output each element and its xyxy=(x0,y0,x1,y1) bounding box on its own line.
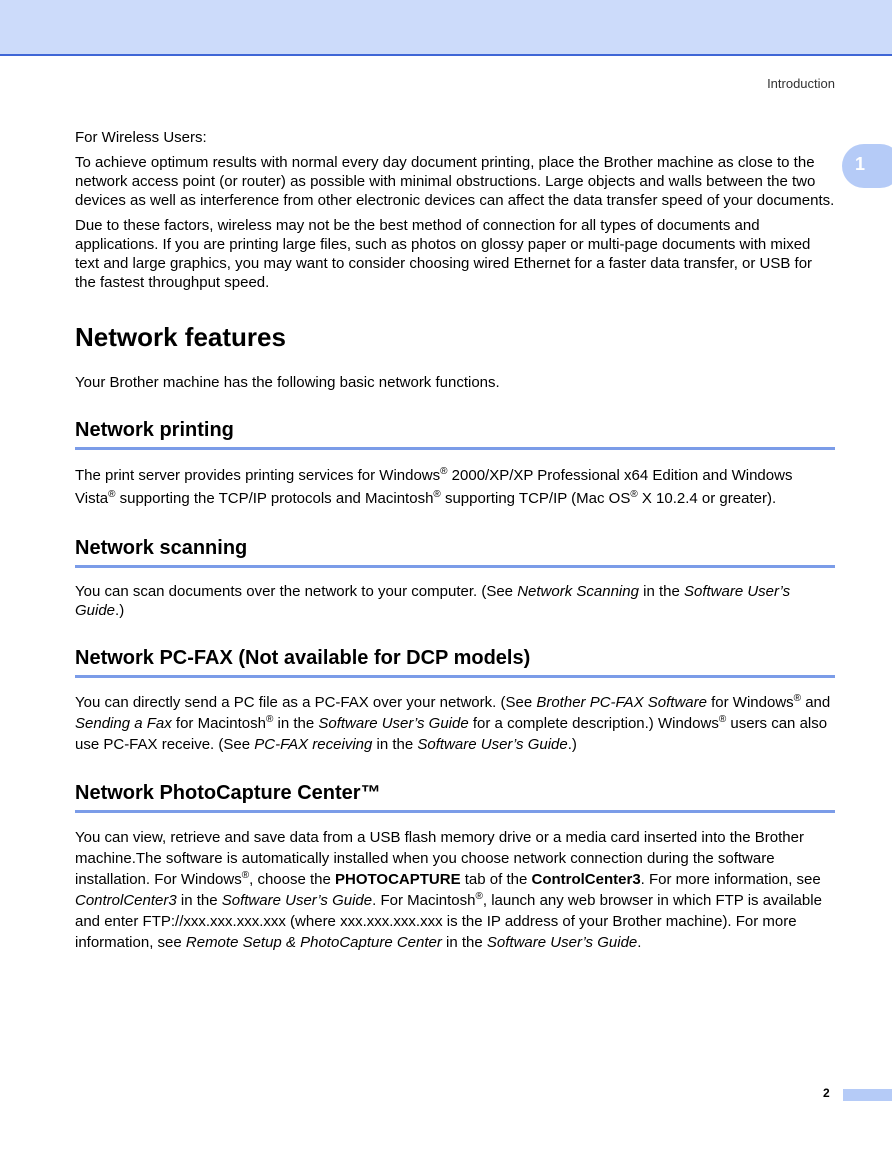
page-number-tab xyxy=(843,1089,892,1101)
wireless-paragraph-1: To achieve optimum results with normal every day document printing, place the Brother machine as close to the network access point (or router) as possible with minimal obstructions. Large objects and walls between the two devices as well as interference from other electronic devices can affect the data transfer speed of your documents. xyxy=(75,154,835,209)
chapter-number: 1 xyxy=(855,154,866,174)
heading-network-photocapture-center: Network PhotoCapture Center™ xyxy=(75,781,835,813)
heading-network-printing: Network printing xyxy=(75,418,835,450)
section-title-network-features: Network features xyxy=(75,322,286,352)
header-band xyxy=(0,0,892,56)
pc-fax-paragraph: You can directly send a PC file as a PC-FAX over your network. (See Brother PC-FAX Software for Windows® and Sending a Fax for Macintosh® in the Software User’s Guide for a complete description.) Windows® users can also use PC-FAX receive. (See PC-FAX receiving in the Software User’s Guide.) xyxy=(75,693,831,753)
chapter-tab xyxy=(842,144,892,188)
running-head: Introduction xyxy=(767,76,835,91)
heading-network-scanning: Network scanning xyxy=(75,536,835,568)
wireless-label: For Wireless Users: xyxy=(75,129,207,146)
heading-network-pc-fax: Network PC-FAX (Not available for DCP models) xyxy=(75,646,835,678)
features-intro: Your Brother machine has the following basic network functions. xyxy=(75,374,500,391)
photocapture-paragraph: You can view, retrieve and save data from a USB flash memory drive or a media card inserted into the Brother machine.The software is automatically installed when you choose network connection during the software installation. For Windows®, choose the PHOTOCAPTURE tab of the ControlCenter3. For more information, see ControlCenter3 in the Software User’s Guide. For Macintosh®, launch any web browser in which FTP is available and enter FTP://xxx.xxx.xxx.xxx (where xxx.xxx.xxx.xxx is the IP address of your Brother machine). For more information, see Remote Setup & PhotoCapture Center in the Software User’s Guide. xyxy=(75,829,822,951)
wireless-paragraph-2: Due to these factors, wireless may not be the best method of connection for all types of documents and applications. If you are printing large files, such as photos on glossy paper or multi-page documents with mixed text and large graphics, you may want to consider choosing wired Ethernet for a faster data transfer, or USB for the fastest throughput speed. xyxy=(75,217,813,291)
scanning-paragraph: You can scan documents over the network to your computer. (See Network Scanning in the Software User’s Guide.) xyxy=(75,583,791,619)
page-number: 2 xyxy=(823,1086,830,1100)
page-content xyxy=(75,128,835,959)
printing-paragraph: The print server provides printing services for Windows® 2000/XP/XP Professional x64 Edition and Windows Vista® supporting the TCP/IP protocols and Macintosh® supporting TCP/IP (Mac OS® X 10.2.4 or greater). xyxy=(75,466,793,507)
